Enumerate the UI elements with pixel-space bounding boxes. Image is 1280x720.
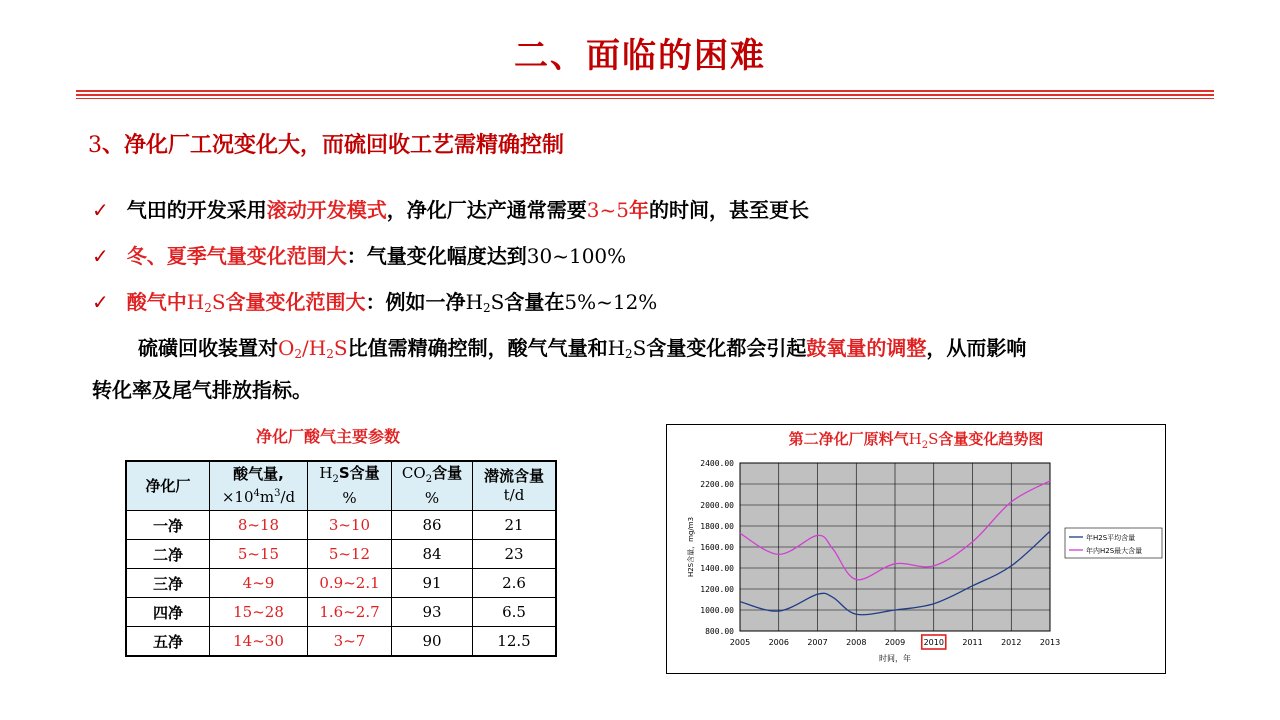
bullet-number: 30~100% (526, 244, 627, 268)
cell-gas-volume: 5~15 (210, 540, 308, 569)
chart-title-text: S (928, 430, 939, 448)
cell-h2s: 3~10 (308, 511, 392, 540)
cell-co2: 91 (392, 569, 473, 598)
title-rule-top (76, 90, 1214, 92)
bullet-text: 含量在 (504, 290, 565, 314)
table-row (126, 627, 556, 657)
y-tick-label: 1800.00 (700, 522, 734, 531)
x-tick-label: 2005 (729, 638, 751, 647)
formula-sub: 2 (204, 301, 212, 315)
formula-s: S (490, 290, 505, 314)
header-sup: 4 (253, 488, 260, 499)
cell-gas-volume: 14~30 (210, 627, 308, 657)
formula-sub: 2 (483, 301, 491, 315)
header-sub: 2 (425, 474, 433, 485)
cell-plant: 二净 (126, 540, 210, 569)
cell-co2: 86 (392, 511, 473, 540)
table-caption: 净化厂酸气主要参数 (256, 427, 401, 446)
paragraph-line-2: 转化率及尾气排放指标。 (92, 378, 312, 402)
para-text: ，从而影响 (926, 336, 1027, 360)
cell-sulfur: 21 (473, 511, 557, 540)
formula-sub: 2 (625, 347, 633, 361)
legend-label-1: 年内H2S最大含量 (1086, 547, 1143, 555)
header-text: H (319, 464, 333, 482)
chart-title-text: H (908, 430, 922, 448)
chart-title-sub: 2 (921, 440, 929, 451)
formula-h: H (186, 290, 205, 314)
header-text: ×10 (221, 488, 254, 506)
formula-s: S (211, 290, 226, 314)
check-icon: ✓ (92, 244, 109, 268)
bullet-highlight: 含量变化范围大 (225, 290, 366, 314)
slide-title: 二、面临的困难 (514, 36, 766, 76)
formula: O (278, 336, 295, 360)
header-text: CO (401, 464, 426, 482)
x-tick-label: 2009 (884, 638, 906, 647)
cell-sulfur: 12.5 (473, 627, 557, 657)
x-tick-label: 2006 (768, 638, 789, 647)
header-sup: 3 (274, 488, 281, 499)
table-row (126, 540, 556, 569)
bullet-highlight: 酸气中 (126, 290, 187, 314)
cell-sulfur: 23 (473, 540, 557, 569)
x-tick-label: 2011 (962, 638, 983, 647)
chart-title-text: 含量变化趋势图 (938, 430, 1044, 448)
cell-plant: 五净 (126, 627, 210, 657)
para-text: 硫磺回收装置对 (138, 336, 278, 360)
formula-h: H (465, 290, 484, 314)
formula-sub: 2 (326, 347, 334, 361)
parameters-table (125, 460, 557, 657)
bullet-number: 3~5 (586, 198, 629, 222)
y-tick-label: 800.00 (705, 627, 734, 636)
header-gas-volume (210, 461, 308, 511)
header-sulfur (473, 461, 557, 511)
table-row (126, 598, 556, 627)
bullet-highlight: 年 (628, 198, 649, 222)
header-h2s (308, 461, 392, 511)
cell-sulfur: 2.6 (473, 569, 557, 598)
para-highlight: 鼓氧量的调整 (806, 336, 927, 360)
cell-co2: 84 (392, 540, 473, 569)
legend-label-0: 年H2S平均含量 (1086, 534, 1136, 542)
header-text: % (424, 489, 440, 507)
cell-sulfur: 6.5 (473, 598, 557, 627)
bullet-text: ，净化厂达产通常需要 (386, 198, 587, 222)
formula: /H (302, 336, 327, 360)
header-text: m (259, 488, 275, 506)
cell-plant: 四净 (126, 598, 210, 627)
cell-plant: 三净 (126, 569, 210, 598)
bullet-text: 的时间，甚至更长 (648, 198, 809, 222)
h2s-trend-chart (666, 424, 1166, 674)
x-tick-label: 2013 (1039, 638, 1061, 647)
header-plant: 净化厂 (126, 461, 210, 511)
bullet-highlight: 冬、夏季气量变化范围大 (126, 244, 347, 268)
y-tick-label: 2200.00 (700, 480, 734, 489)
para-text: 含量变化都会引起 (646, 336, 807, 360)
cell-h2s: 5~12 (308, 540, 392, 569)
y-tick-label: 1600.00 (700, 543, 734, 552)
bullet-seasonal-variation (92, 240, 626, 269)
table-header-row (126, 461, 556, 511)
bullet-text: ：气量变化幅度达到 (346, 244, 527, 268)
table-row (126, 511, 556, 540)
bullet-rolling-development (92, 194, 809, 223)
x-axis-label: 时间，年 (879, 654, 911, 663)
header-text: 潜流含量 (483, 467, 544, 485)
cell-gas-volume: 15~28 (210, 598, 308, 627)
bullet-highlight: 滚动开发模式 (266, 198, 387, 222)
chart-title-text: 第二净化厂原料气 (788, 430, 909, 448)
paragraph-line-1 (138, 332, 1026, 361)
header-text: 含量 (432, 464, 463, 482)
check-icon: ✓ (92, 290, 109, 314)
cell-h2s: 3~7 (308, 627, 392, 657)
x-tick-label: 2008 (846, 638, 867, 647)
x-tick-label: 2007 (807, 638, 828, 647)
formula: S (632, 336, 647, 360)
formula: S (333, 336, 348, 360)
cell-gas-volume: 8~18 (210, 511, 308, 540)
bullet-text: 气田的开发采用 (126, 198, 267, 222)
cell-h2s: 1.6~2.7 (308, 598, 392, 627)
title-rule-bottom (76, 98, 1214, 99)
header-text: S含量 (338, 464, 380, 482)
table-row (126, 569, 556, 598)
chart-svg (667, 425, 1165, 673)
x-tick-label: 2012 (1001, 638, 1022, 647)
y-tick-label: 1400.00 (700, 564, 734, 573)
check-icon: ✓ (92, 198, 109, 222)
section-number: 3 (88, 133, 102, 158)
cell-co2: 90 (392, 627, 473, 657)
section-heading-text: 、净化厂工况变化大，而硫回收工艺需精确控制 (102, 133, 565, 158)
y-tick-label: 2400.00 (700, 459, 734, 468)
header-text: t/d (503, 486, 525, 504)
header-co2 (392, 461, 473, 511)
header-sub: 2 (332, 474, 339, 485)
bullet-h2s-variation (92, 286, 657, 315)
y-tick-label: 2000.00 (700, 501, 734, 510)
y-tick-label: 1000.00 (700, 606, 734, 615)
cell-co2: 93 (392, 598, 473, 627)
header-text: 酸气量, (233, 465, 284, 483)
y-axis-label: H2S含量，mg/m3 (687, 516, 695, 578)
title-rule-middle (76, 94, 1214, 96)
bullet-number: 5%~12% (564, 290, 658, 314)
x-tick-label: 2010 (923, 638, 944, 647)
section-heading (88, 128, 564, 159)
y-tick-label: 1200.00 (700, 585, 734, 594)
header-text: /d (280, 488, 296, 506)
cell-gas-volume: 4~9 (210, 569, 308, 598)
formula: H (607, 336, 626, 360)
cell-plant: 一净 (126, 511, 210, 540)
formula-sub: 2 (294, 347, 303, 361)
para-text: 比值需精确控制，酸气气量和 (347, 336, 608, 360)
cell-h2s: 0.9~2.1 (308, 569, 392, 598)
header-text: % (342, 489, 357, 507)
bullet-text: ：例如一净 (365, 290, 466, 314)
